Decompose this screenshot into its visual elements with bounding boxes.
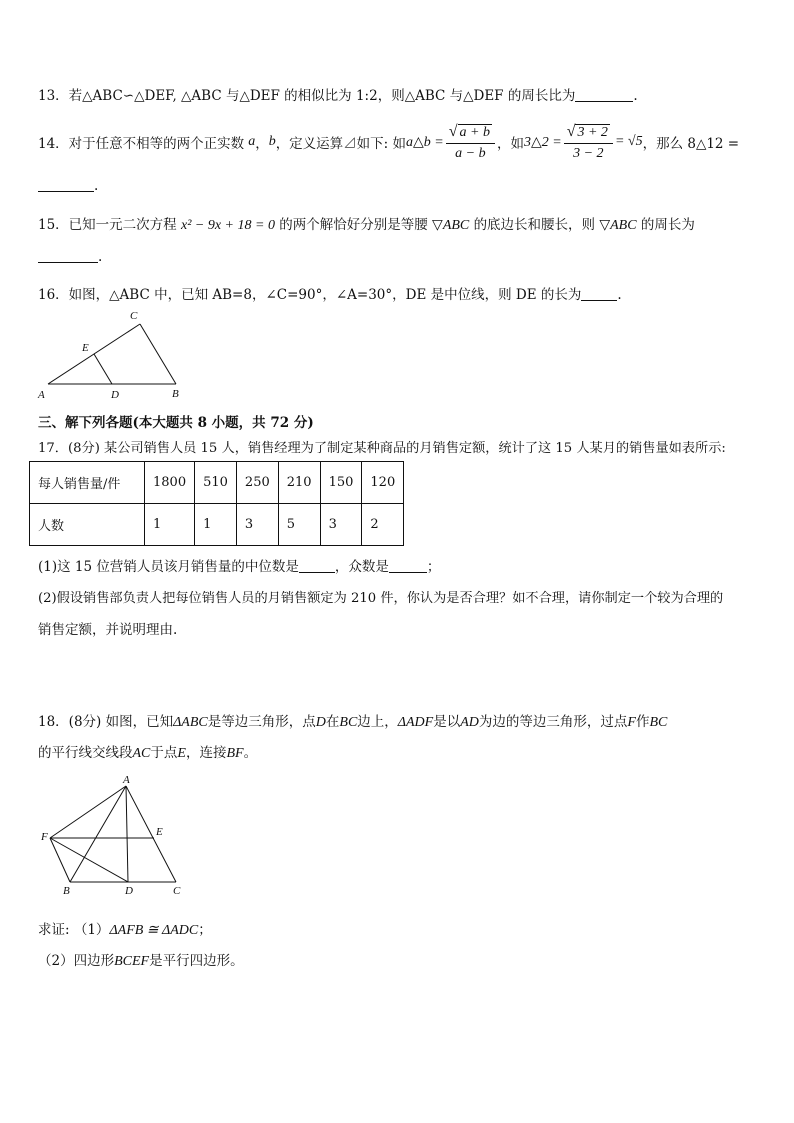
q16-label-e: E — [82, 342, 89, 354]
q18-text: 在 — [325, 714, 340, 730]
q18-label-a: A — [123, 774, 130, 786]
q18-label-d: D — [125, 885, 133, 897]
q17-cell: 1 — [145, 504, 195, 546]
q17-part1 — [38, 555, 440, 575]
q16-midline-de — [94, 354, 112, 384]
q18-label-b: B — [63, 885, 70, 897]
q17-part1-a: (1)这 15 位营销人员该月销售量的中位数是 — [38, 559, 299, 575]
q18-prove-label: 求证: （1） — [38, 922, 110, 938]
q18-geometry-figure — [38, 772, 188, 898]
q17-part2-line1: (2)假设销售部负责人把每位销售人员的月销售额定为 210 件，你认为是否合理？如不合理，请你制定一个较为合理的 — [38, 591, 724, 606]
q18-math: AC — [132, 746, 151, 761]
q17-cell: 3 — [320, 504, 362, 546]
q18-prove-expr: ΔAFB ≅ ΔADC — [109, 923, 199, 938]
q15-answer-line — [38, 249, 102, 265]
q15-mid: 的两个解恰好分别是等腰 — [279, 217, 428, 233]
q17-cell: 250 — [236, 462, 278, 504]
q18-math: E — [177, 746, 186, 761]
q17-cell: 3 — [236, 504, 278, 546]
q18-text: 为边的等边三角形，过点 — [478, 714, 628, 730]
q15-prefix: 15．已知一元二次方程 — [38, 217, 177, 233]
q14-var-b: b — [268, 134, 276, 149]
q16-triangle-figure — [36, 306, 196, 402]
q17-cell: 120 — [362, 462, 404, 504]
q14-text2: ，定义运算⊿如下: 如 — [275, 136, 407, 152]
q18-line1 — [38, 710, 667, 731]
q18-text: 作 — [635, 714, 650, 730]
q16-answer-blank — [581, 287, 617, 301]
q13-text: 13．若△ABC∽△DEF, △ABC 与△DEF 的相似比为 1:2，则△ABC 与△DEF 的周长比为 — [38, 88, 576, 104]
q18-math: BF — [226, 746, 244, 761]
question-15 — [38, 213, 695, 234]
q18-text: 于点 — [150, 745, 178, 761]
q18-side-ac — [126, 786, 176, 882]
q14-answer-blank — [38, 178, 94, 192]
q17-part2-line2: 销售定额，并说明理由. — [38, 622, 178, 638]
q17-cell: 150 — [320, 462, 362, 504]
q14-num1: a + b — [459, 124, 490, 140]
section-3-heading: 三、解下列各题(本大题共 8 小题，共 72 分) — [38, 415, 314, 431]
q18-segment-ad — [126, 786, 128, 882]
question-16 — [38, 283, 622, 303]
q18-label-e: E — [156, 826, 163, 838]
q18-label-c: C — [173, 885, 181, 897]
q18-math: BC — [649, 715, 668, 730]
q15-mid2: 的底边长和腰长，则 — [473, 217, 596, 233]
q14-comma: ， — [255, 136, 269, 152]
q16-label-d: D — [111, 389, 119, 401]
q15-answer-blank — [38, 249, 98, 263]
q17-cell: 5 — [278, 504, 320, 546]
q14-den1: a − b — [455, 145, 486, 161]
q18-text: 是以 — [433, 714, 461, 730]
question-14 — [38, 120, 739, 164]
q17-part1-b: ，众数是 — [334, 559, 389, 575]
q14-prefix: 14．对于任意不相等的两个正实数 — [38, 136, 245, 152]
q14-text3: ，如 — [496, 136, 524, 152]
q14-answer-line — [38, 178, 98, 194]
q18-math: ΔADF — [397, 715, 434, 730]
q14-expr: a△b = — [406, 134, 444, 150]
q18-text: ，连接 — [185, 745, 227, 761]
q14-den2: 3 − 2 — [573, 145, 604, 161]
q18-text: 边上， — [357, 714, 398, 730]
q18-segment-af — [50, 786, 126, 838]
q15-end: . — [98, 249, 103, 265]
q16-end: . — [617, 287, 622, 303]
q18-text: 18．(8分) 如图，已知 — [38, 714, 174, 730]
q17-median-blank — [299, 559, 335, 573]
q16-side-bc — [140, 324, 176, 384]
q14-var-a: a — [248, 134, 256, 149]
q18-label-f: F — [41, 831, 48, 843]
q18-prove2-b: 是平行四边形。 — [149, 953, 244, 969]
q17-row1-header: 每人销售量/件 — [30, 462, 145, 504]
q17-cell: 2 — [362, 504, 404, 546]
q18-segment-fd — [50, 838, 128, 882]
q14-text4: ，那么 8△12 = — [642, 136, 740, 152]
q18-segment-bf — [50, 838, 70, 882]
q15-suffix: 的周长为 — [640, 217, 695, 233]
q14-fraction-2: $\frac{√ 3 + 2}{3 - 2}$ — [564, 123, 613, 162]
q14-expr2: 3△2 = — [523, 134, 562, 150]
table-row — [30, 504, 404, 546]
q18-math: D — [315, 715, 326, 730]
q16-label-b: B — [172, 388, 179, 400]
q17-row2-header: 人数 — [30, 504, 145, 546]
q16-text: 16．如图，△ABC 中，已知 AB=8，∠C=90°，∠A=30°，DE 是中位线，则 DE 的长为 — [38, 287, 582, 303]
q18-math: ΔABC — [173, 715, 208, 730]
q15-triangle-2: ▽ABC — [599, 218, 637, 233]
q17-cell: 210 — [278, 462, 320, 504]
q18-math: BC — [339, 715, 358, 730]
q13-answer-blank — [575, 88, 633, 102]
q17-part1-end: ； — [426, 559, 441, 575]
q18-prove-1 — [38, 918, 212, 939]
q18-prove2-a: （2）四边形 — [38, 953, 115, 969]
q18-math: F — [627, 715, 636, 730]
q16-label-c: C — [130, 310, 138, 322]
q13-end: . — [633, 88, 638, 104]
q18-prove-end: ； — [198, 922, 212, 938]
question-13 — [38, 84, 638, 104]
q14-eq-sqrt5: = √5 — [614, 134, 643, 149]
q14-num2: 3 + 2 — [577, 124, 608, 140]
q14-end: . — [94, 178, 99, 194]
q18-side-ab — [70, 786, 126, 882]
q15-equation: x² − 9x + 18 = 0 — [180, 218, 275, 233]
q14-fraction-1: $\frac{√ a + b}{a - b}$ — [446, 123, 495, 162]
q17-cell: 1800 — [145, 462, 195, 504]
q17-mode-blank — [389, 559, 427, 573]
q17-cell: 1 — [195, 504, 237, 546]
q18-math: AD — [460, 715, 479, 730]
table-row — [30, 462, 404, 504]
q18-line2 — [38, 741, 257, 762]
q18-text: 是等边三角形，点 — [207, 714, 316, 730]
q17-cell: 510 — [195, 462, 237, 504]
q17-sales-table — [29, 461, 404, 546]
q18-prove2-quad: BCEF — [114, 954, 150, 969]
q16-label-a: A — [38, 389, 45, 401]
q18-prove-2 — [38, 949, 244, 970]
q17-intro: 17．(8分) 某公司销售人员 15 人，销售经理为了制定某种商品的月销售定额，统计了这 15 人某月的销售量如表所示: — [38, 441, 726, 456]
q15-triangle-1: ▽ABC — [432, 218, 470, 233]
q18-text: 。 — [243, 745, 258, 761]
q18-text: 的平行线交线段 — [38, 745, 133, 761]
